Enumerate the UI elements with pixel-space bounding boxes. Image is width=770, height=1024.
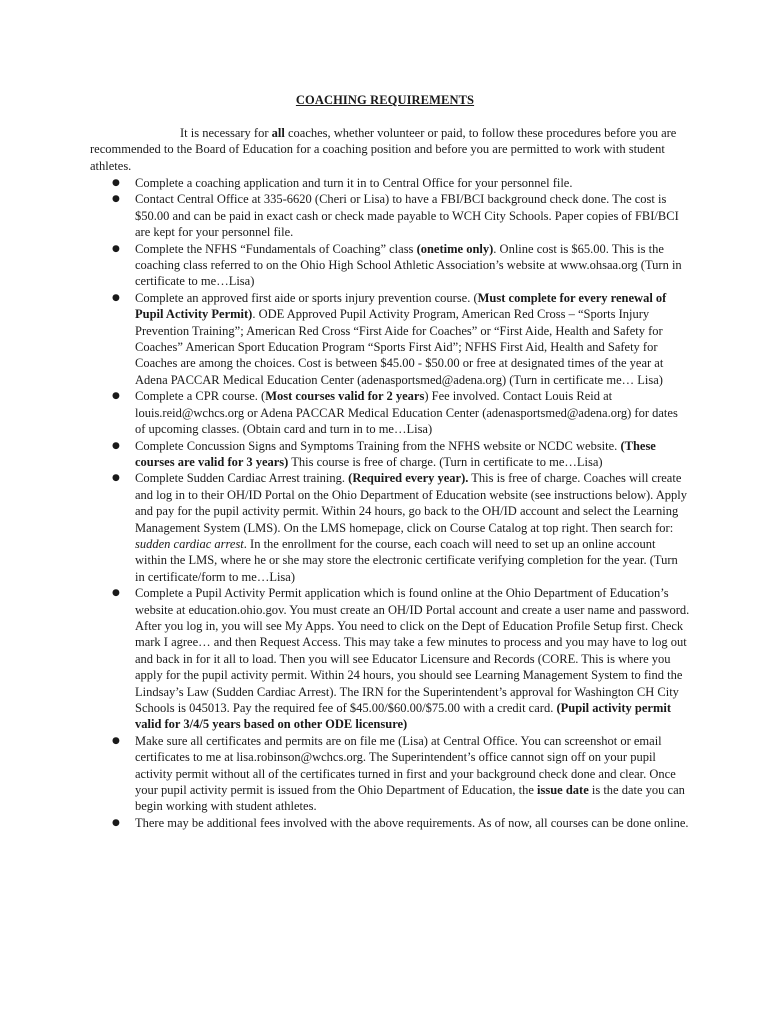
list-item	[90, 815, 690, 831]
item-text: . In the enrollment for the course, each coach will need to set up an online account within the LMS, where he or she may store the electronic certificate verifying completion for the year. (Turn in certificate/form to me…Lisa)	[135, 536, 678, 584]
bullet-icon: ●	[112, 473, 120, 484]
item-text: Make sure all certificates and permits are on file me (Lisa) at Central Office. You can screenshot or email certificates to me at lisa.robinson@wchcs.org. The Superintendent’s office cannot sign off on your pupil activity permit without all of the certificates turned in first and your background check done and clear. Once your pupil activity permit is issued from the Ohio Department of Education, the	[135, 733, 676, 798]
intro-text-2: coaches, whether volunteer or paid, to follow these procedures before you are recommended to the Board of Education for a coaching position and before you are permitted to work with student athletes.	[90, 126, 677, 173]
item-bold-text: (Required every year).	[348, 471, 469, 486]
item-text: Complete a CPR course. (	[135, 389, 266, 404]
item-text: . ODE Approved Pupil Activity Program, American Red Cross – “Sports Injury Prevention Training”; American Red Cross “First Aide for Coaches” or “First Aide, Health and Safety for Coaches” American Sport Education Program “Sports First Aid”; NFHS First Aid, Health and Safety for Coaches are among the choices. Cost is between $45.00 - $50.00 or free at designated times of the year at Adena PACCAR Medical Education Center (adenasportsmed@adena.org) (Turn in certificate me… Lisa)	[135, 307, 664, 387]
bullet-icon: ●	[112, 178, 120, 188]
item-text: . Online cost is $65.00. This is the coaching class referred to on the Ohio High School Athletic Association’s website at www.ohsaa.org (Turn in certificate to me…Lisa)	[135, 241, 682, 289]
item-bold-text: Most courses valid for 2 years	[265, 389, 425, 404]
bullet-icon: ●	[112, 243, 120, 254]
bullet-icon: ●	[112, 735, 120, 746]
item-text: is the date you can begin working with student athletes.	[135, 783, 685, 814]
bullet-icon: ●	[112, 588, 120, 599]
list-item	[90, 175, 690, 191]
list-item	[90, 438, 690, 471]
item-bold-text: Must complete for every renewal of Pupil Activity Permit)	[135, 290, 667, 322]
item-italic-text: sudden cardiac arrest	[135, 536, 244, 551]
item-text: Complete a Pupil Activity Permit application which is found online at the Ohio Department of Education’s website at education.ohio.gov. You must create an OH/ID Portal account and create a user name and password. After you log in, you will see My Apps. You need to click on the Dept of Education Profile Setup first. Check mark I agree… and then Request Access. This may take a few minutes to process and you may have to log out and back in for it all to load. Then you will see Educator Licensure and Records (CORE. This is where you apply for the pupil activity permit. Within 24 hours, you should see Learning Management System to find the Lindsay’s Law (Sudden Cardiac Arrest). The IRN for the Superintendent’s approval for Washington CH City Schools is 045013. Pay the required fee of $45.00/$60.00/$75.00 with a credit card.	[135, 586, 690, 715]
item-bold-text: (onetime only)	[416, 241, 494, 256]
list-item	[90, 290, 690, 388]
item-text: Complete a coaching application and turn it in to Central Office for your personnel file.	[135, 176, 573, 190]
requirements-list	[90, 175, 690, 831]
item-text: ) Fee involved. Contact Louis Reid at louis.reid@wchcs.org or Adena PACCAR Medical Education Center (adenasportsmed@adena.org) for dates of upcoming classes. (Obtain card and turn in to me…Lisa)	[135, 389, 678, 437]
intro-paragraph	[90, 125, 690, 174]
item-text: Contact Central Office at 335-6620 (Cheri or Lisa) to have a FBI/BCI background check done. The cost is $50.00 and can be paid in exact cash or check made payable to WCH City Schools. Paper copies of FBI/BCI are kept for your personnel file.	[135, 192, 679, 240]
item-text: Complete Concussion Signs and Symptoms Training from the NFHS website or NCDC website.	[135, 438, 621, 453]
intro-text-1: It is necessary for	[180, 126, 272, 140]
intro-bold-all: all	[271, 126, 285, 140]
list-item	[90, 241, 690, 290]
item-bold-text: issue date	[537, 783, 589, 798]
item-text: There may be additional fees involved with the above requirements. As of now, all courses can be done online.	[135, 815, 689, 830]
item-text: This is free of charge. Coaches will create and log in to their OH/ID Portal on the Ohio Department of Education website (see instructions below). Apply and pay for the pupil activity permit. Within 24 hours, go back to the OH/ID account and select the Learning Management System (LMS). On the LMS homepage, click on Course Catalog at top right. Then search for:	[135, 471, 687, 535]
item-text: Complete Sudden Cardiac Arrest training.	[135, 471, 349, 486]
list-item	[90, 585, 690, 733]
item-bold-text: (These courses are valid for 3 years)	[135, 438, 656, 469]
page-title: COACHING REQUIREMENTS	[295, 93, 475, 107]
item-text: Complete an approved first aide or sports injury prevention course. (	[135, 290, 478, 305]
item-bold-text: (Pupil activity permit valid for 3/4/5 years based on other ODE licensure)	[135, 701, 672, 732]
bullet-icon: ●	[112, 817, 120, 828]
list-item	[90, 388, 690, 437]
list-item	[90, 470, 690, 585]
item-text: This course is free of charge. (Turn in certificate to me…Lisa)	[288, 454, 603, 469]
bullet-icon: ●	[112, 194, 120, 205]
bullet-icon: ●	[112, 440, 120, 451]
item-text: Complete the NFHS “Fundamentals of Coaching” class	[135, 241, 417, 256]
list-item	[90, 191, 690, 240]
bullet-icon: ●	[112, 292, 120, 303]
bullet-icon: ●	[112, 391, 120, 402]
list-item	[90, 733, 690, 815]
